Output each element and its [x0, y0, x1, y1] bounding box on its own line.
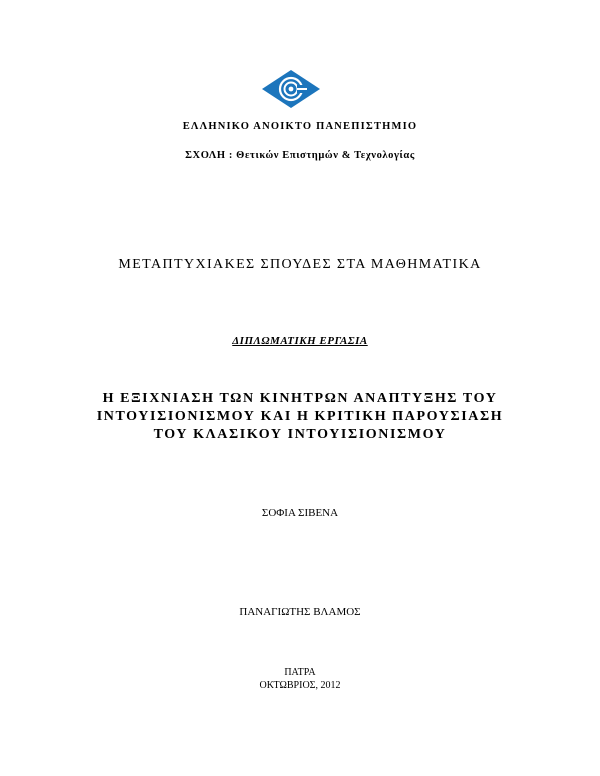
school-name: ΣΧΟΛΗ : Θετικών Επιστημών & Τεχνολογίας [185, 150, 415, 161]
university-logo-icon [261, 69, 321, 109]
city: ΠΑΤΡΑ [284, 667, 316, 678]
author-name: ΣΟΦΙΑ ΣΙΒΕΝΑ [261, 507, 339, 519]
program-name: ΜΕΤΑΠΤΥΧΙΑΚΕΣ ΣΠΟΥΔΕΣ ΣΤΑ ΜΑΘΗΜΑΤΙΚΑ [118, 257, 482, 272]
date: ΟΚΤΩΒΡΙΟΣ, 2012 [259, 680, 341, 691]
university-name: ΕΛΛΗΝΙΚΟ ΑΝΟΙΚΤΟ ΠΑΝΕΠΙΣΤΗΜΙΟ [182, 121, 418, 132]
supervisor-name: ΠΑΝΑΓΙΩΤΗΣ ΒΛΑΜΟΣ [239, 606, 361, 618]
document-type: ΔΙΠΛΩΜΑΤΙΚΗ ΕΡΓΑΣΙΑ [232, 335, 368, 347]
thesis-title-line-3: ΤΟΥ ΚΛΑΣΙΚΟΥ ΙΝΤΟΥΙΣΙΟΝΙΣΜΟΥ [153, 427, 447, 442]
thesis-title-line-2: ΙΝΤΟΥΙΣΙΟΝΙΣΜΟΥ ΚΑΙ Η ΚΡΙΤΙΚΗ ΠΑΡΟΥΣΙΑΣΗ [96, 409, 504, 424]
thesis-title-line-1: Η ΕΞΙΧΝΙΑΣΗ ΤΩΝ ΚΙΝΗΤΡΩΝ ΑΝΑΠΤΥΞΗΣ ΤΟΥ [102, 391, 498, 406]
